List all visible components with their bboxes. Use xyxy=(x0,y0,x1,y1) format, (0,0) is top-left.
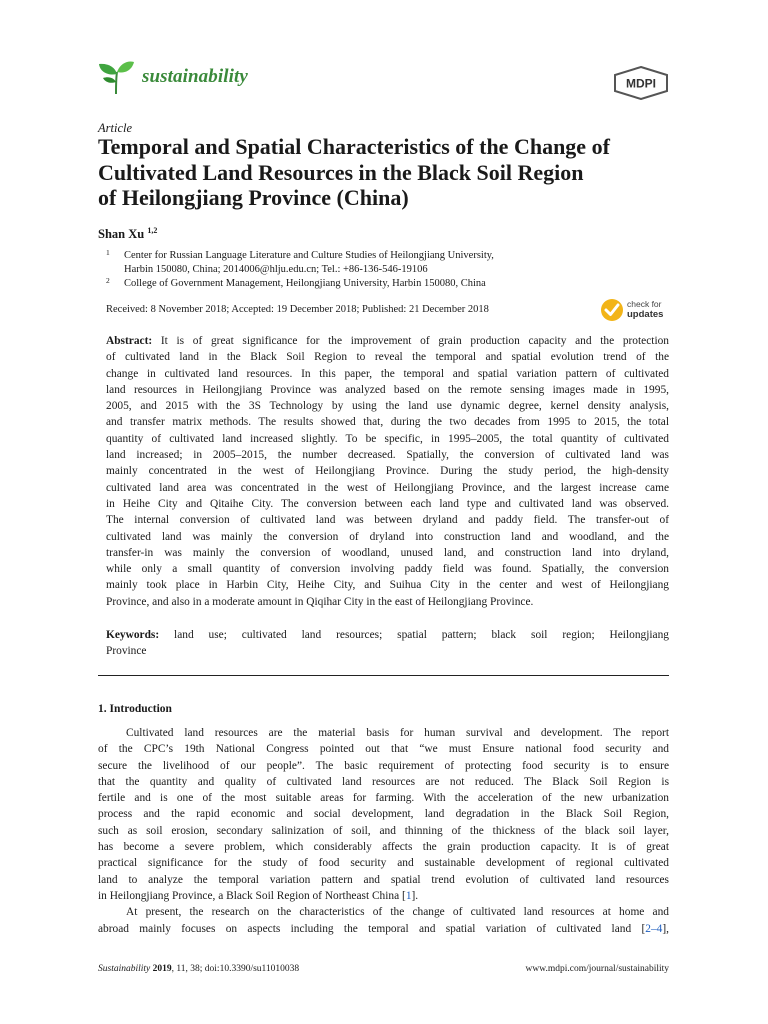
body-line: of the CPC’s 19th National Congress pointed out that “we must Ensure national food security and xyxy=(98,743,669,756)
body-line: At present, the research on the characteristics of the change of cultivated land resources at home and xyxy=(126,906,669,919)
keywords-line: land use; cultivated land resources; spatial pattern; black soil region; Heilongjiang xyxy=(159,629,669,641)
footer-journal: Sustainability xyxy=(98,964,151,974)
keywords-label: Keywords: xyxy=(106,629,160,641)
abstract-line: cultivated land was mainly the conversion of dryland into construction land and woodland, and the xyxy=(106,530,669,543)
body-line: has become a severe problem, which considerably affects the grain production capacity. It is of great xyxy=(98,841,669,854)
body-line: fertile and is one of the most suitable areas for farming. With the acceleration of the new urbanization xyxy=(98,792,669,805)
body-line: secure the livelihood of our people”. The basic requirement of protecting food security is to ensure xyxy=(98,759,669,772)
affiliation-text: Harbin 150080, China; 2014006@hlju.edu.cn; Tel.: +86-136-546-19106 xyxy=(124,264,428,275)
journal-name: sustainability xyxy=(142,66,248,87)
author-name[interactable]: Shan Xu xyxy=(98,227,145,242)
abstract-line: and transfer matrix methods. The results showed that, during the two decades from 1995 to 2015, the total xyxy=(106,416,669,429)
abstract-line: 2005, and 2015 with the 3S Technology by using the land use dynamic degree, kernel density analysis, xyxy=(106,400,669,413)
citation-footer xyxy=(98,964,299,974)
keywords xyxy=(106,627,669,660)
abstract-line: quantity of cultivated land increased slightly. To be specific, in 1995–2005, the total quantity of cultivated xyxy=(106,432,669,445)
check-updates-line1: check for xyxy=(627,299,662,309)
abstract-line: mainly took place in Harbin City, Heihe City, and Suihua City in the center and west of Heilongjiang xyxy=(106,579,669,592)
abstract-line: land increased; in 2005–2015, the number decreased. Spatially, the conversion of cultivated land was xyxy=(106,449,669,462)
introduction-body xyxy=(98,725,669,937)
check-for-updates-badge[interactable] xyxy=(599,296,673,324)
abstract-line: mainly concentrated in the west of Heilongjiang Province. During the study period, the high-density xyxy=(106,465,669,478)
body-line: Cultivated land resources are the material basis for human survival and development. The report xyxy=(126,727,669,739)
title-line: Temporal and Spatial Characteristics of the Change of xyxy=(98,134,610,159)
author-affiliation-marks: 1,2 xyxy=(147,226,158,235)
abstract-line: of cultivated land in the Black Soil Region to reveal the temporal and spatial evolution trend of the xyxy=(106,351,669,364)
abstract-line: transfer-in was mainly the conversion of woodland, unused land, and construction land into dryland, xyxy=(106,546,669,559)
article-type: Article xyxy=(98,121,133,135)
footer-doi: , 11, 38; doi:10.3390/su11010038 xyxy=(171,964,300,974)
body-line: land to analyze the temporal variation pattern and spatial trend evolution of cultivated land resources xyxy=(98,873,669,886)
abstract-line: in Heihe City and Qitaihe City. The conversion between each land type and cultivated land was observed. xyxy=(106,497,669,510)
citation-link[interactable]: 2–4 xyxy=(645,922,663,935)
check-updates-line2: updates xyxy=(627,309,664,320)
abstract-line: land resources in Heilongjiang Province was analyzed based on the remote sensing images made in 1995, xyxy=(106,383,669,396)
affiliation-text: College of Government Management, Heilongjiang University, Harbin 150080, China xyxy=(124,278,486,289)
title-line: Cultivated Land Resources in the Black Soil Region xyxy=(98,159,584,185)
title-line: of Heilongjiang Province (China) xyxy=(98,185,409,210)
body-line: such as soil erosion, secondary salinization of soil, and thinning of the thickness of the black soil layer, xyxy=(98,824,669,837)
abstract-line: The internal conversion of cultivated land was between dryland and paddy field. The transfer-out of xyxy=(106,514,669,527)
section-divider xyxy=(98,675,669,676)
journal-logo[interactable] xyxy=(96,58,248,96)
author-list xyxy=(98,226,157,242)
abstract xyxy=(106,333,669,610)
citation-link[interactable]: 1 xyxy=(405,889,412,902)
publisher-name: MDPI xyxy=(626,76,656,91)
abstract-line: change in cultivated land resources. In this paper, the temporal and spatial variation pattern of cultivated xyxy=(106,367,669,380)
abstract-line: while only a small quantity of conversion involving paddy field was found. Spatially, the conversion xyxy=(106,563,669,576)
body-line: abroad mainly focuses on aspects including the temporal and spatial variation of cultivated land [2–4], xyxy=(98,922,669,935)
publication-dates: Received: 8 November 2018; Accepted: 19 December 2018; Published: 21 December 2018 xyxy=(106,304,489,315)
abstract-label: Abstract: xyxy=(106,335,153,347)
section-heading: 1. Introduction xyxy=(98,703,172,715)
abstract-line: cultivated land area was concentrated in the west of Heilongjiang Province, and the largest increase came xyxy=(106,481,669,494)
affiliation-text: Center for Russian Language Literature and Culture Studies of Heilongjiang University, xyxy=(124,250,494,261)
abstract-line: It is of great significance for the improvement of grain production capacity and the protection xyxy=(152,335,669,347)
body-line: that the quantity and quality of cultivated land resources are not reduced. The Black Soil Region is xyxy=(98,775,669,788)
affiliation-number: 1 xyxy=(106,248,110,257)
abstract-line: Province, and also in a moderate amount in Qiqihar City in the east of Heilongjiang Province. xyxy=(106,595,534,608)
journal-url[interactable]: www.mdpi.com/journal/sustainability xyxy=(525,964,669,974)
leaf-icon xyxy=(96,58,136,96)
footer-year: 2019 xyxy=(152,964,172,974)
body-line: process and the rapid economic and social development, land degradation in the Black Soil Region, xyxy=(98,808,669,821)
keywords-line: Province xyxy=(106,645,147,658)
mdpi-logo[interactable] xyxy=(612,66,670,100)
affiliation-number: 2 xyxy=(106,276,110,285)
body-line: practical significance for the study of food security and sustainable development of regional cultivated xyxy=(98,857,669,870)
body-line: in Heilongjiang Province, a Black Soil Region of Northeast China [1]. xyxy=(98,889,419,902)
paper-title xyxy=(98,134,678,211)
